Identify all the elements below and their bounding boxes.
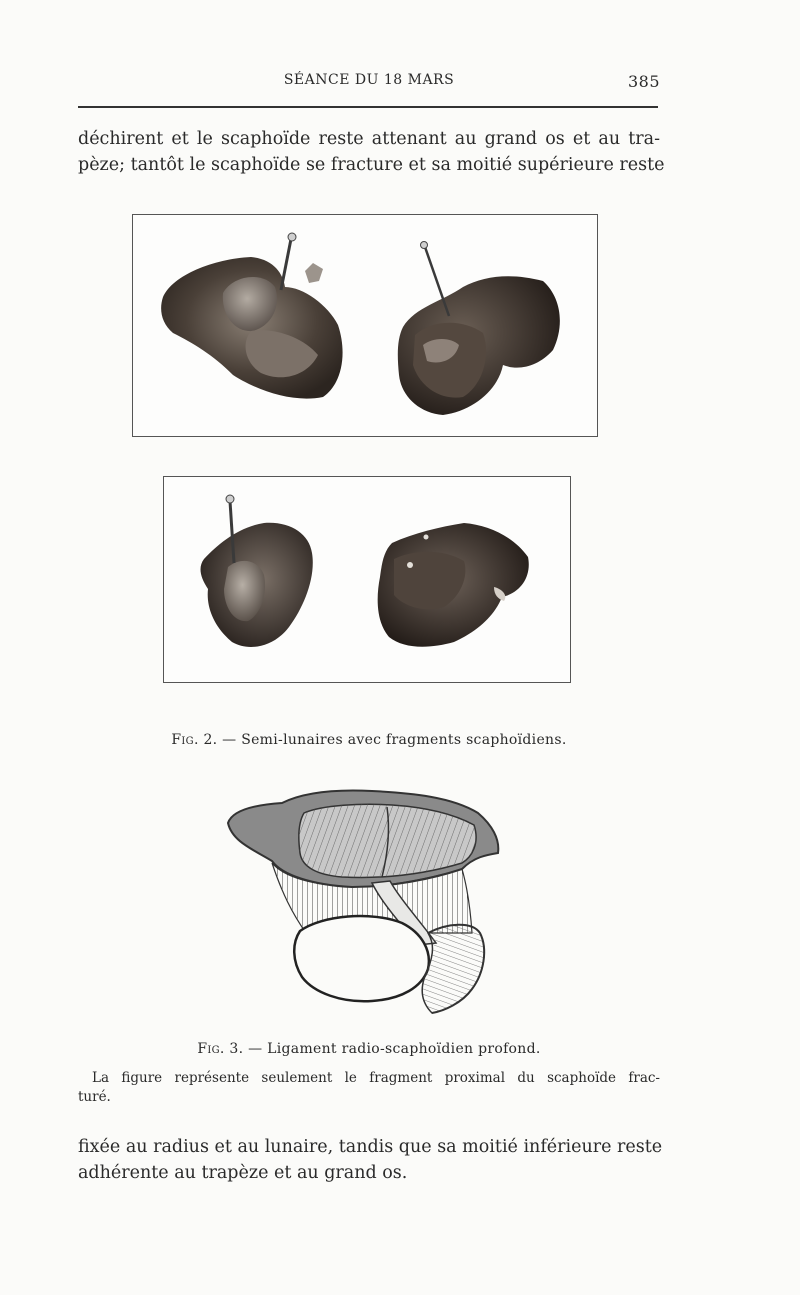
figure-2-label: Fig. 2.: [171, 732, 218, 748]
figure-2-caption: [78, 732, 660, 748]
bone-specimens-photo-bottom: [164, 477, 570, 682]
figure-2-caption-text: — Semi-lunaires avec fragments scaphoïdiens.: [217, 732, 567, 748]
header-rule: [78, 106, 658, 108]
text-line: déchirent et le scaphoïde reste attenant au grand os et au tra-: [78, 129, 660, 149]
figure-3-caption-text: — Ligament radio-scaphoïdien profond.: [243, 1041, 541, 1057]
figure-3-drawing: [222, 783, 506, 1019]
figure-3-caption: [78, 1041, 660, 1057]
bone-specimens-photo-top: [133, 215, 597, 436]
running-title: SÉANCE DU 18 MARS: [283, 72, 455, 88]
body-paragraph-bottom: [78, 1134, 663, 1186]
text-line: adhérente au trapèze et au grand os.: [78, 1163, 408, 1183]
running-head: [78, 72, 660, 96]
text-line: fixée au radius et au lunaire, tandis que sa moitié inférieure reste: [78, 1137, 663, 1157]
text-line: pèze; tantôt le scaphoïde se fracture et sa moitié supérieure reste: [78, 155, 665, 175]
page-number: 385: [627, 72, 660, 91]
figure-2-photo-top: [132, 214, 598, 437]
ligament-drawing: [222, 783, 506, 1019]
note-line: turé.: [78, 1089, 111, 1105]
note-line: La figure représente seulement le fragment proximal du scaphoïde frac-: [92, 1070, 660, 1086]
figure-2-photo-bottom: [163, 476, 571, 683]
body-paragraph-top: [78, 126, 665, 178]
figure-3-label: Fig. 3.: [197, 1041, 244, 1057]
figure-3-note: [78, 1069, 660, 1107]
